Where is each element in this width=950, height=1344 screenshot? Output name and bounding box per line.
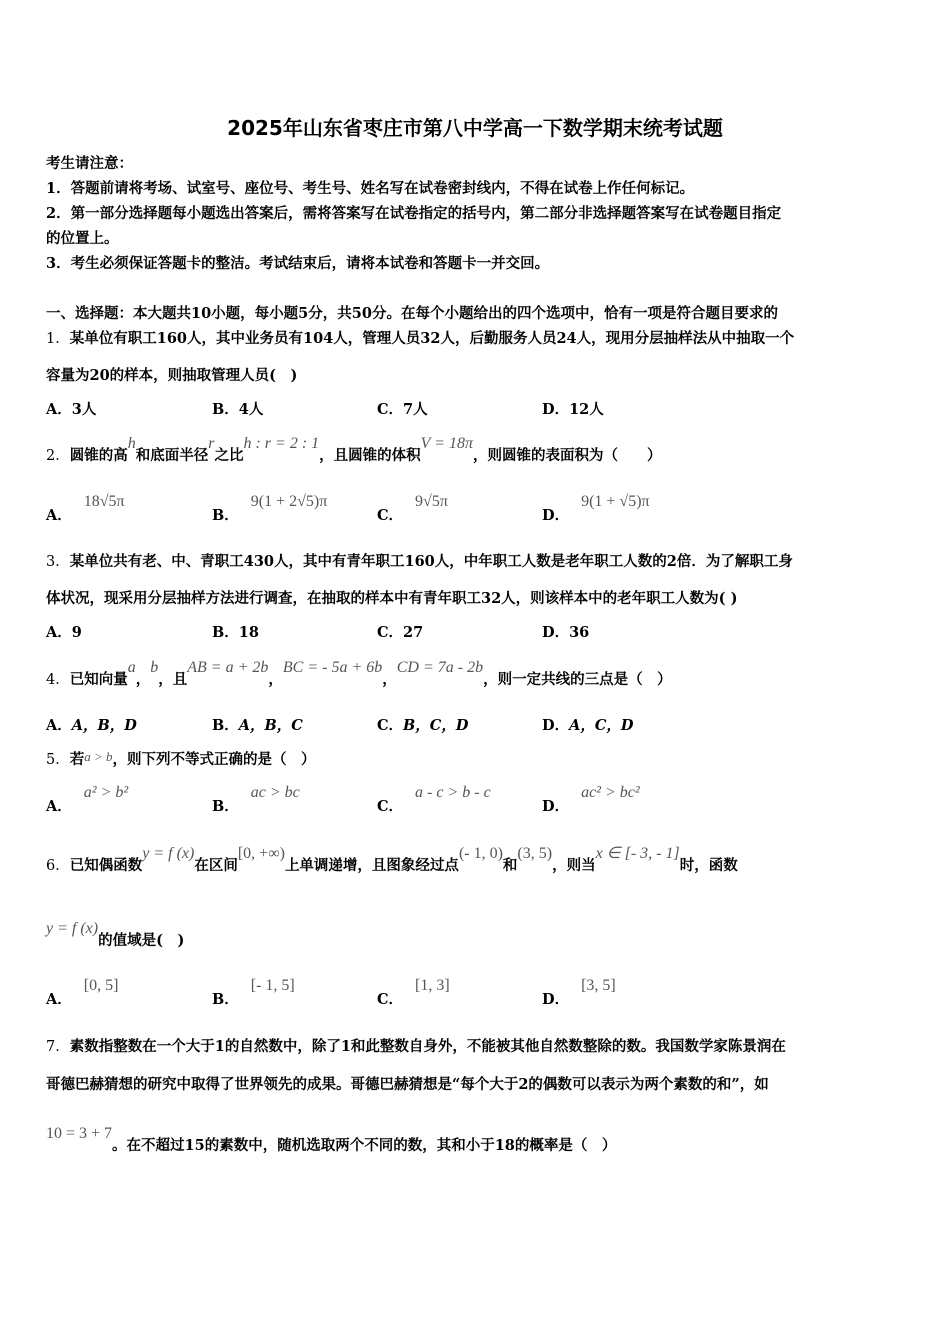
- question-number: 3．: [46, 554, 70, 570]
- option-letter: A．: [46, 991, 72, 1008]
- question-text: ，: [135, 671, 151, 688]
- separator: ，: [268, 671, 283, 688]
- option-d[interactable]: D．12人: [542, 401, 604, 418]
- notice-heading: 考生请注意：: [46, 155, 133, 172]
- option-c[interactable]: C．27: [377, 624, 424, 641]
- notice-item: 3．考生必须保证答题卡的整洁。考试结束后，请将本试卷和答题卡一并交回。: [46, 255, 550, 272]
- math-vector-bc: BC = - 5a + 6b: [282, 659, 383, 676]
- option-b[interactable]: [212, 714, 303, 735]
- option-expression: ac² > bc²: [581, 784, 640, 801]
- math-vector-b: b: [150, 659, 159, 676]
- notice-item: 2．第一部分选择题每小题选出答案后，需将答案写在试卷指定的括号内，第二部分非选择题答案写在试卷题目指定: [46, 205, 782, 222]
- option-letter: D．: [542, 507, 570, 524]
- option-b[interactable]: [212, 493, 328, 525]
- option-c[interactable]: [377, 714, 468, 735]
- option-text: B，C，D: [403, 717, 469, 734]
- notice-item: 的位置上。: [46, 230, 119, 247]
- option-d[interactable]: [542, 977, 616, 1009]
- question-number: 1．: [46, 331, 70, 347]
- question-1-options: [46, 398, 906, 428]
- question-1-line: [46, 327, 794, 348]
- option-expression: [0, 5]: [83, 977, 119, 994]
- option-expression: 9(1 + √5)π: [581, 493, 650, 510]
- question-4-line: [46, 659, 672, 689]
- question-text: ，则当: [552, 857, 596, 874]
- question-number: 7．: [46, 1039, 70, 1055]
- question-1-line: 容量为20的样本，则抽取管理人员( ): [46, 367, 298, 384]
- option-letter: C．: [377, 991, 404, 1008]
- question-text: 素数指整数在一个大于1的自然数中，除了1和此整数自身外，不能被其他自然数整除的数。我国数学家陈景润在: [69, 1038, 786, 1055]
- question-text: 和: [502, 857, 518, 874]
- option-c[interactable]: [377, 493, 448, 525]
- math-condition: a > b: [84, 749, 113, 764]
- question-text: 的值域是( ): [98, 932, 185, 949]
- math-vector-ab: AB = a + 2b: [187, 659, 269, 676]
- question-number: 2．: [46, 448, 70, 464]
- option-expression: [3, 5]: [581, 977, 616, 994]
- math-vector-cd: CD = 7a - 2b: [396, 659, 484, 676]
- option-letter: C．: [377, 717, 404, 734]
- option-expression: 18√5π: [83, 493, 125, 510]
- option-expression: a² > b²: [83, 784, 129, 801]
- question-4-options: [46, 714, 906, 744]
- option-a[interactable]: [46, 714, 137, 735]
- option-d[interactable]: [542, 784, 640, 816]
- question-6-options: [46, 977, 906, 1018]
- option-letter: C．: [377, 798, 404, 815]
- question-6-line: [46, 920, 185, 950]
- question-6-line: [46, 845, 738, 875]
- question-text: 若: [69, 751, 85, 768]
- question-text: 和底面半径: [135, 447, 209, 464]
- option-text: A，C，D: [569, 717, 634, 734]
- math-domain: x ∈ [- 3, - 1]: [595, 845, 680, 862]
- math-ratio: h : r = 2 : 1: [243, 435, 320, 452]
- option-b[interactable]: [212, 977, 295, 1009]
- question-7-line: [46, 1125, 617, 1155]
- question-text: 某单位有职工160人，其中业务员有104人，管理人员32人，后勤服务人员24人，现用分层抽样法从中抽取一个: [69, 330, 795, 347]
- option-a[interactable]: [46, 784, 129, 816]
- question-text: ，且: [158, 671, 188, 688]
- section-heading: 一、选择题：本大题共10小题，每小题5分，共50分。在每个小题给出的四个选项中，恰有一项是符合题目要求的: [46, 305, 778, 322]
- option-letter: B．: [212, 717, 239, 734]
- option-d[interactable]: [542, 493, 650, 525]
- question-text: 上单调递增，且图象经过点: [284, 857, 459, 874]
- math-vector-a: a: [127, 659, 136, 676]
- option-d[interactable]: D．36: [542, 624, 590, 641]
- option-expression: a - c > b - c: [415, 784, 491, 801]
- question-3-options: [46, 621, 906, 651]
- question-3-line: [46, 550, 793, 571]
- question-2-options: [46, 493, 906, 534]
- option-expression: 9(1 + 2√5)π: [250, 493, 328, 510]
- math-example: 10 = 3 + 7: [46, 1125, 113, 1142]
- option-letter: D．: [542, 991, 570, 1008]
- option-a[interactable]: A．9: [46, 624, 82, 641]
- question-text: 已知向量: [69, 671, 128, 688]
- option-b[interactable]: B．18: [212, 624, 259, 641]
- option-c[interactable]: C．7人: [377, 401, 428, 418]
- option-expression: 9√5π: [415, 493, 448, 510]
- question-number: 6．: [46, 858, 70, 874]
- question-7-line: 哥德巴赫猜想的研究中取得了世界领先的成果。哥德巴赫猜想是“每个大于2的偶数可以表示为两个素数的和”，如: [46, 1076, 769, 1093]
- option-letter: A．: [46, 798, 72, 815]
- question-text: ，则圆锥的表面积为（ ）: [472, 447, 662, 464]
- option-c[interactable]: [377, 784, 491, 816]
- exam-title: 2025年山东省枣庄市第八中学高一下数学期末统考试题: [227, 116, 723, 140]
- option-letter: B．: [212, 798, 239, 815]
- option-a[interactable]: A．3人: [46, 401, 97, 418]
- option-expression: ac > bc: [250, 784, 300, 801]
- notice-item: 1．答题前请将考场、试室号、座位号、考生号、姓名写在试卷密封线内，不得在试卷上作任何标记。: [46, 180, 695, 197]
- question-text: 时，函数: [679, 857, 738, 874]
- math-volume: V = 18π: [420, 435, 473, 452]
- option-letter: B．: [212, 507, 239, 524]
- question-number: 4．: [46, 672, 70, 688]
- option-expression: [1, 3]: [415, 977, 450, 994]
- question-text: 已知偶函数: [69, 857, 143, 874]
- math-r: r: [208, 435, 215, 452]
- option-text: A，B，D: [71, 717, 137, 734]
- math-interval: [0, +∞): [237, 845, 285, 862]
- option-b[interactable]: B．4人: [212, 401, 264, 418]
- question-text: 在区间: [194, 857, 238, 874]
- question-5-options: [46, 784, 906, 825]
- question-3-line: 体状况，现采用分层抽样方法进行调查，在抽取的样本中有青年职工32人，则该样本中的老年职工人数为( ): [46, 590, 738, 607]
- option-c[interactable]: [377, 977, 450, 1009]
- option-letter: A．: [46, 717, 72, 734]
- question-text: 某单位共有老、中、青职工430人，其中有青年职工160人，中年职工人数是老年职工人数的2倍．为了解职工身: [69, 553, 793, 570]
- option-letter: D．: [542, 798, 570, 815]
- option-a[interactable]: [46, 493, 125, 525]
- math-point-1: (- 1, 0): [458, 845, 503, 862]
- option-letter: A．: [46, 507, 72, 524]
- math-function: y = f (x): [46, 920, 99, 937]
- question-text: ，且圆锥的体积: [319, 447, 421, 464]
- question-5-line: [46, 748, 316, 769]
- option-expression: [- 1, 5]: [250, 977, 295, 994]
- option-letter: B．: [212, 991, 239, 1008]
- math-function: y = f (x): [142, 845, 195, 862]
- option-letter: D．: [542, 717, 570, 734]
- question-text: 。在不超过15的素数中，随机选取两个不同的数，其和小于18的概率是（ ）: [112, 1137, 617, 1154]
- question-text: ，则一定共线的三点是（ ）: [483, 671, 672, 688]
- math-h: h: [127, 435, 136, 452]
- separator: ，: [382, 671, 397, 688]
- option-a[interactable]: [46, 977, 119, 1009]
- question-text: 之比: [214, 447, 244, 464]
- option-text: A，B，C: [238, 717, 303, 734]
- question-7-line: [46, 1035, 786, 1056]
- option-b[interactable]: [212, 784, 300, 816]
- option-d[interactable]: [542, 714, 633, 735]
- question-2-line: [46, 435, 662, 465]
- math-point-2: (3, 5): [517, 845, 553, 862]
- option-letter: C．: [377, 507, 404, 524]
- question-number: 5．: [46, 752, 70, 768]
- question-text: 圆锥的高: [69, 447, 128, 464]
- question-text: ，则下列不等式正确的是（ ）: [112, 751, 316, 768]
